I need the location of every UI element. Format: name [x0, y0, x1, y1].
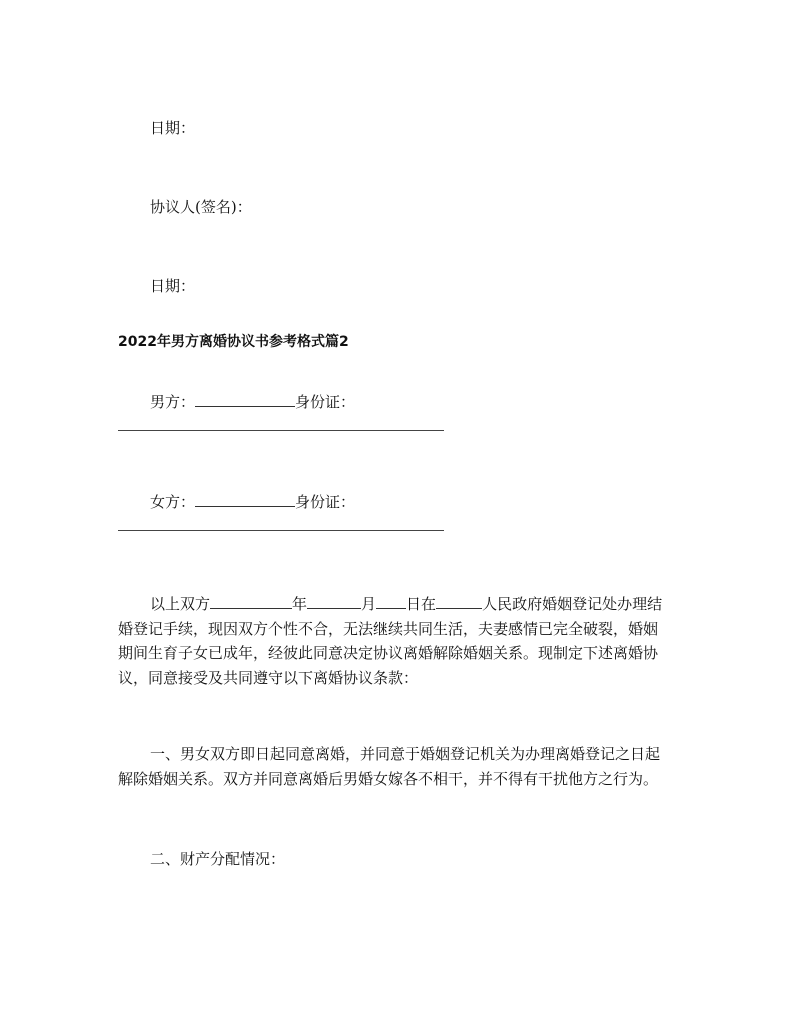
- intro-line-1: [118, 592, 688, 617]
- female-label: 女方：: [150, 493, 196, 511]
- male-label: 男方：: [150, 393, 196, 411]
- male-id-blank: [118, 430, 444, 431]
- date-line-2: 日期：: [150, 277, 196, 295]
- female-id-label: 身份证：: [295, 493, 356, 511]
- intro-paragraph: [118, 592, 688, 690]
- clause-1-line-1: 一、男女双方即日起同意离婚，并同意于婚姻登记机关为办理离婚登记之日起: [150, 745, 661, 763]
- female-id-blank: [118, 530, 444, 531]
- intro-text-1: 以上双方: [150, 595, 211, 613]
- intro-text-2: 年: [292, 595, 308, 613]
- clause-1: [118, 742, 688, 791]
- male-line: [150, 392, 355, 412]
- female-name-blank: [195, 492, 295, 507]
- male-id-label: 身份证：: [295, 393, 356, 411]
- date-line-1: 日期：: [150, 119, 196, 137]
- female-line: [150, 492, 355, 512]
- intro-line-4: 议，同意接受及共同遵守以下离婚协议条款：: [118, 668, 419, 687]
- clause-1-line-2: 解除婚姻关系。双方并同意离婚后男婚女嫁各不相干，并不得有干扰他方之行为。: [118, 769, 659, 788]
- intro-text-5: 人民政府婚姻登记处办理结: [482, 595, 663, 613]
- signer-line: 协议人(签名)：: [150, 198, 252, 216]
- month-blank: [307, 594, 361, 609]
- day-blank: [376, 594, 406, 609]
- clause-2: 二、财产分配情况：: [150, 850, 286, 868]
- place-blank: [436, 594, 482, 609]
- intro-text-3: 月: [361, 595, 377, 613]
- intro-line-3: 期间生育子女已成年，经彼此同意决定协议离婚解除婚姻关系。现制定下述离婚协: [118, 644, 659, 662]
- intro-line-2: 婚登记手续，现因双方个性不合，无法继续共同生活，夫妻感情已完全破裂，婚姻: [118, 619, 659, 638]
- intro-text-4: 日在: [406, 595, 437, 613]
- section-heading: 2022年男方离婚协议书参考格式篇2: [118, 334, 349, 350]
- male-name-blank: [195, 392, 295, 407]
- year-blank: [210, 594, 292, 609]
